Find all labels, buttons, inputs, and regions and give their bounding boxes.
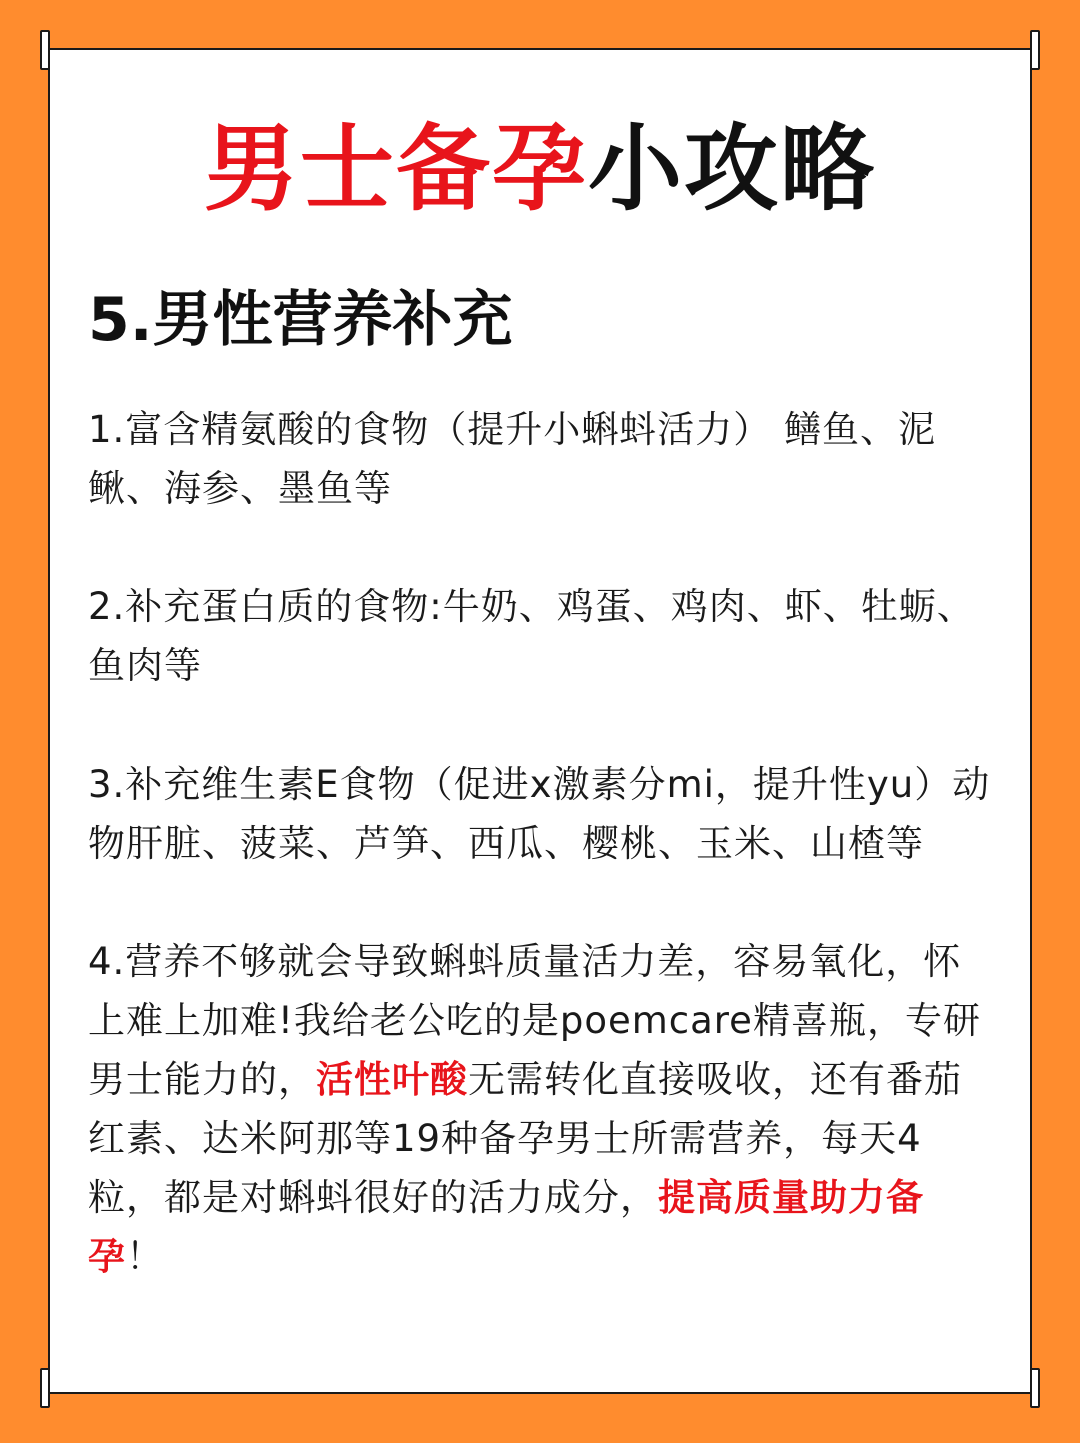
paragraph-text: 4.营养不够就会导致蝌蚪质量活力差，容易氧化，怀上难上加难!我给老公吃的是poemcare精喜瓶，专研男士能力的， xyxy=(88,940,981,1101)
title-red-part: 男士备孕 xyxy=(203,115,588,224)
section-heading: 5.男性营养补充 xyxy=(88,285,513,355)
highlight-active-folic-acid: 活性叶酸 xyxy=(316,1058,468,1101)
page-title xyxy=(0,110,1080,230)
corner-pin-bottom-right xyxy=(1030,1368,1040,1408)
paragraph-protein-foods: 2.补充蛋白质的食物:牛奶、鸡蛋、鸡肉、虾、牡蛎、鱼肉等 xyxy=(88,585,975,687)
title-black-part: 小攻略 xyxy=(588,115,877,224)
highlight-improve-quality: 提高质量助力备孕 xyxy=(88,1176,924,1278)
paragraph-vitamin-e-foods: 3.补充维生素E食物（促进x激素分mi，提升性yu）动物肝脏、菠菜、芦笋、西瓜、樱桃、玉米、山楂等 xyxy=(88,763,991,865)
paragraph-text: 无需转化直接吸收，还有番茄红素、达米阿那等19种备孕男士所需营养，每天4粒，都是对蝌蚪很好的活力成分， xyxy=(88,1058,962,1219)
corner-pin-bottom-left xyxy=(40,1368,50,1408)
paragraph-arginine-foods: 1.富含精氨酸的食物（提升小蝌蚪活力） 鳝鱼、泥鳅、海参、墨鱼等 xyxy=(88,408,937,510)
paragraph-nutrition-advice xyxy=(88,932,992,1286)
paragraph-text: ！ xyxy=(126,1235,164,1278)
